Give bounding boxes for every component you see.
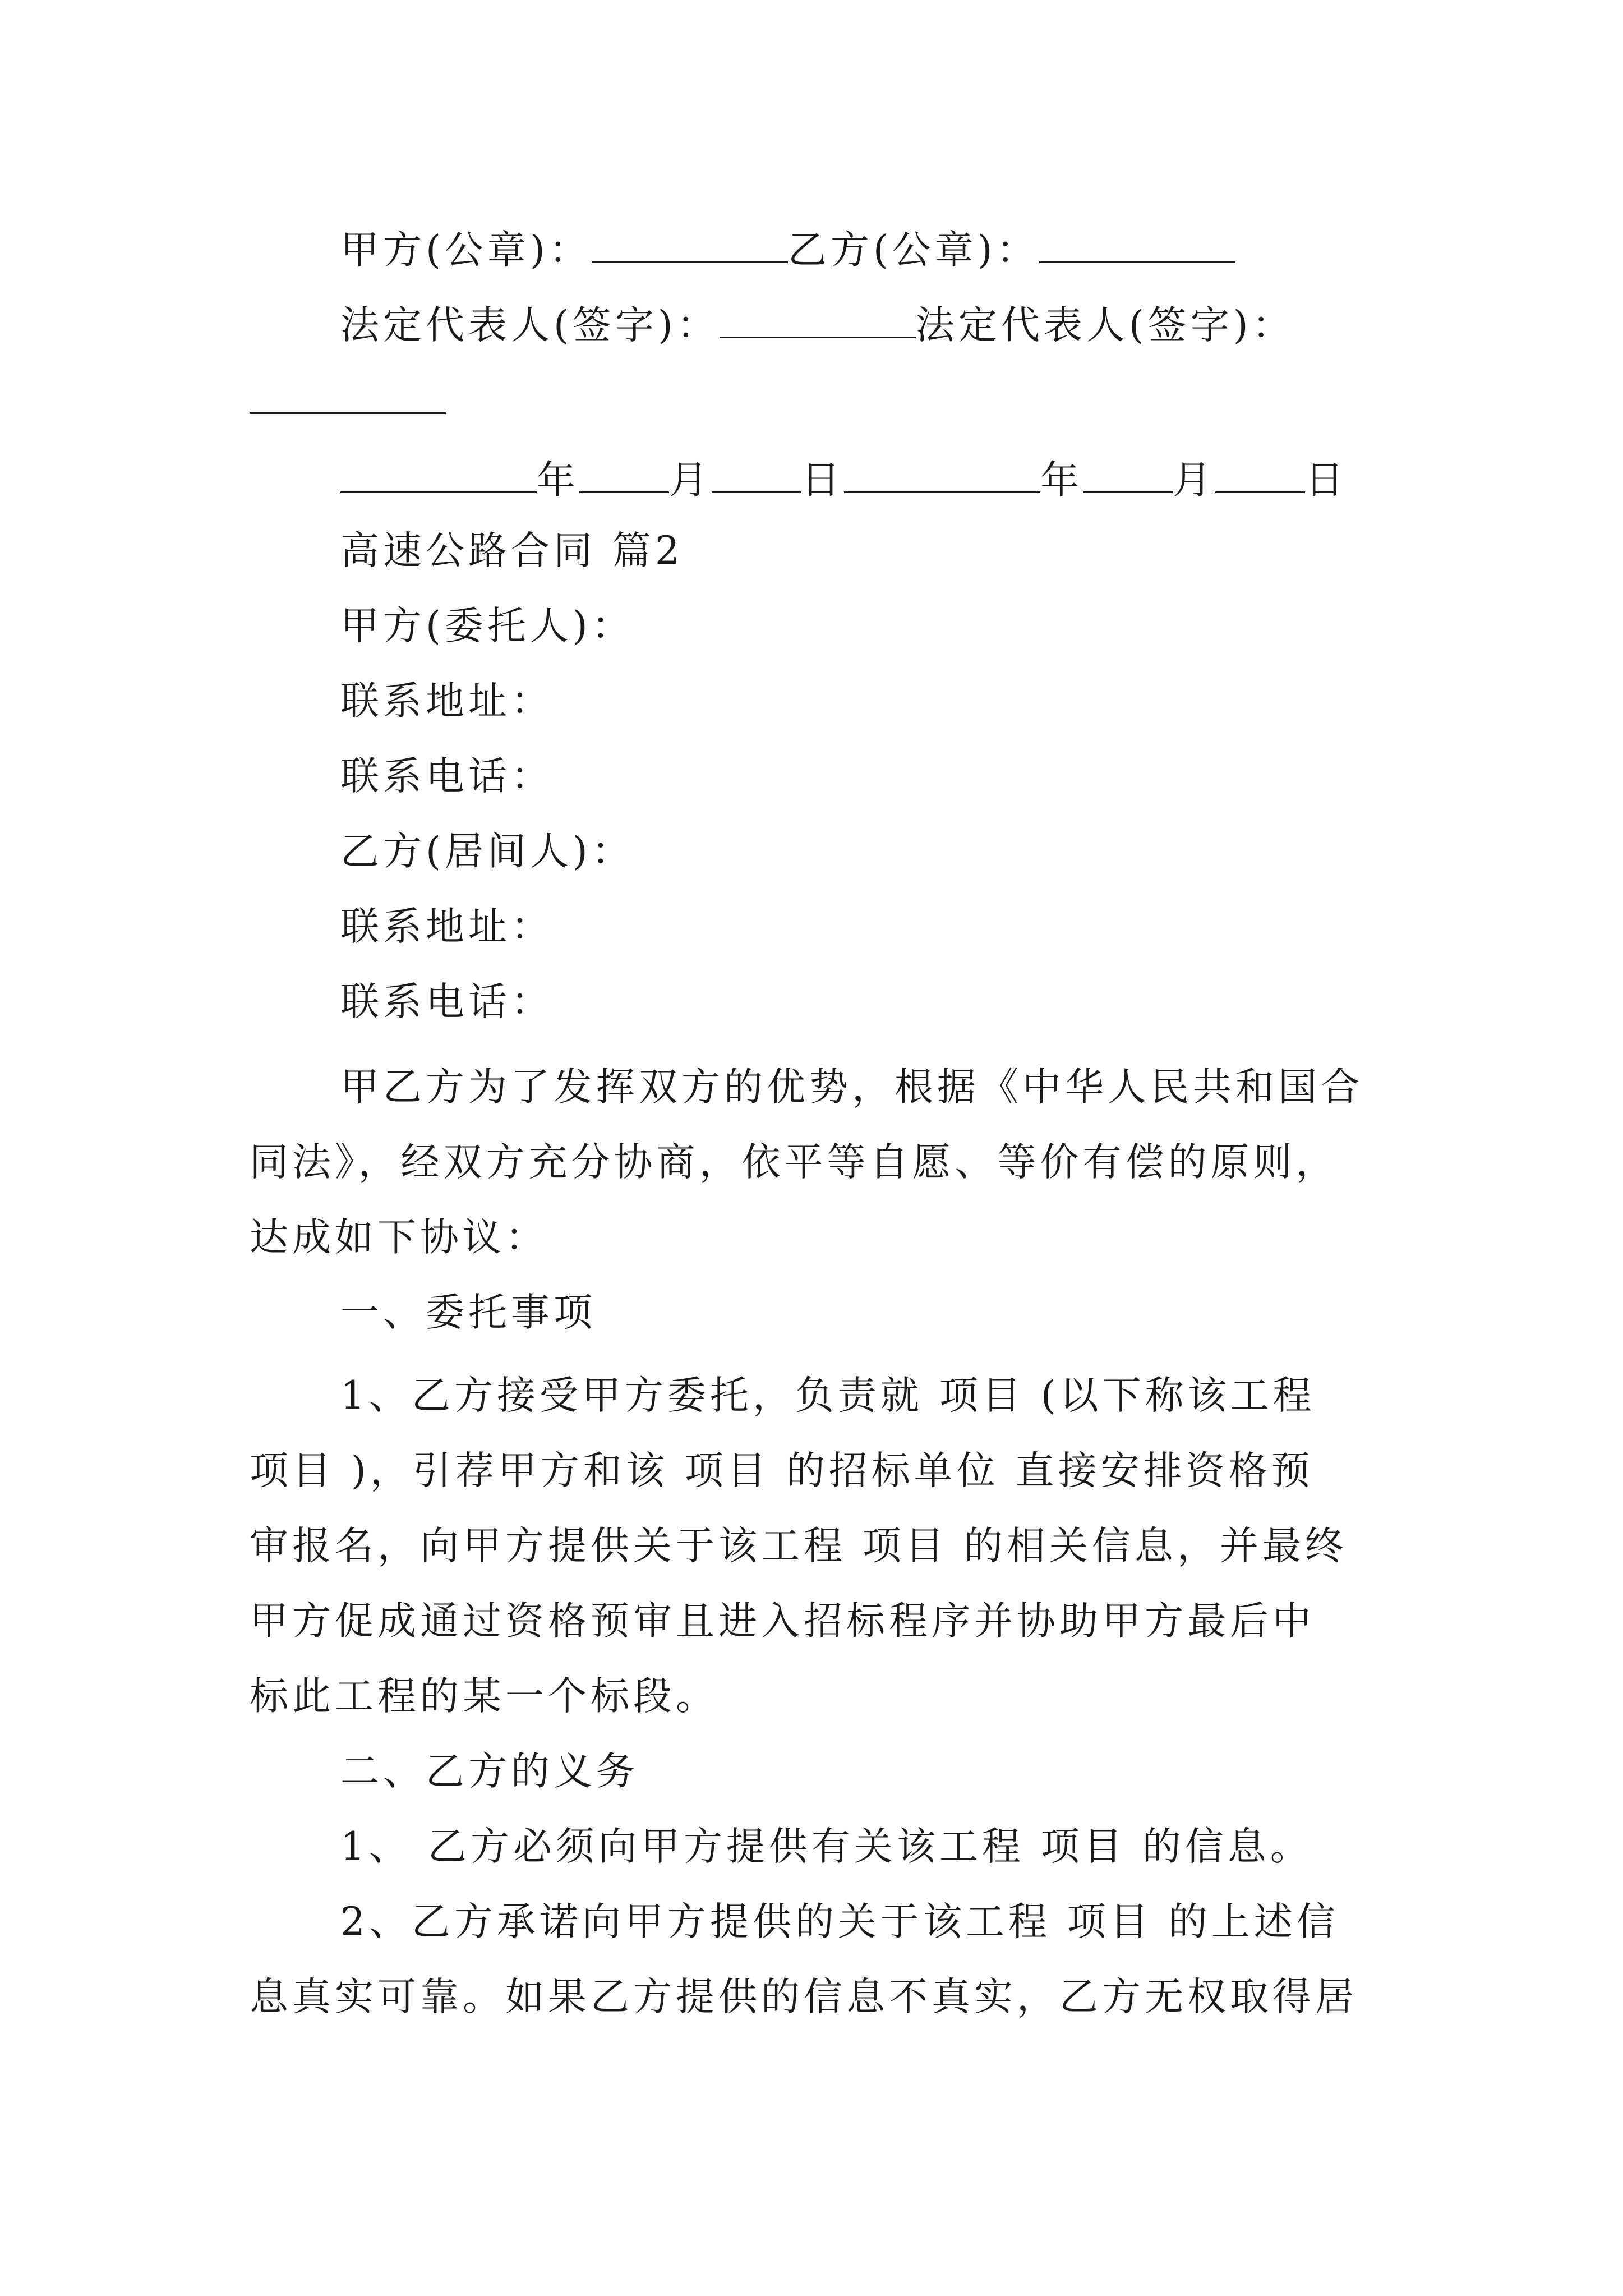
party-a-address: 联系地址：	[340, 679, 554, 724]
day-a-label: 日	[801, 458, 844, 503]
day-a-blank	[712, 448, 801, 493]
day-b-blank	[1215, 448, 1305, 493]
party-b-seal-blank	[1039, 218, 1235, 263]
clause1-heading: 一、委托事项	[340, 1290, 596, 1335]
party-b-seal-label: 乙方(公章)：	[787, 228, 1039, 273]
clause2-item-1: 1、 乙方必须向甲方提供有关该工程 项目 的信息。	[340, 1824, 1313, 1869]
signature-seal-line	[340, 218, 1235, 278]
clause1-line-2: 项目 )，引荐甲方和该 项目 的招标单位 直接安排资格预	[250, 1448, 1314, 1493]
legal-rep-b-label: 法定代表人(签字)：	[915, 303, 1295, 348]
month-a-label: 月	[669, 458, 712, 503]
clause2-item-2-line-2: 息真实可靠。如果乙方提供的信息不真实，乙方无权取得居	[250, 1975, 1358, 2019]
legal-rep-b-blank	[250, 412, 446, 414]
date-a-blank	[340, 448, 537, 493]
party-b-label: 乙方(居间人)：	[340, 829, 634, 874]
section-title: 高速公路合同 篇2	[340, 528, 684, 573]
clause2-item-2-line-1: 2、乙方承诺向甲方提供的关于该工程 项目 的上述信	[340, 1899, 1339, 1944]
date-b-blank	[844, 448, 1040, 493]
clause1-line-4: 甲方促成通过资格预审且进入招标程序并协助甲方最后中	[250, 1599, 1315, 1644]
month-a-blank	[579, 448, 669, 493]
clause1-line-3: 审报名，向甲方提供关于该工程 项目 的相关信息，并最终	[250, 1524, 1348, 1568]
signature-date-line	[340, 448, 1348, 508]
preamble-line-1: 甲乙方为了发挥双方的优势，根据《中华人民共和国合	[340, 1065, 1363, 1110]
party-b-address: 联系地址：	[340, 904, 554, 949]
party-a-label: 甲方(委托人)：	[340, 604, 634, 648]
preamble-line-3: 达成如下协议：	[250, 1215, 548, 1260]
year-b-label: 年	[1040, 458, 1083, 503]
party-a-phone: 联系电话：	[340, 754, 554, 799]
party-a-seal-label: 甲方(公章)：	[340, 228, 592, 273]
clause1-line-1: 1、乙方接受甲方委托，负责就 项目 (以下称该工程	[340, 1373, 1316, 1418]
preamble-line-2: 同法》，经双方充分协商，依平等自愿、等价有偿的原则，	[250, 1140, 1339, 1185]
month-b-label: 月	[1173, 458, 1215, 503]
party-a-seal-blank	[592, 218, 788, 263]
clause1-line-5: 标此工程的某一个标段。	[250, 1674, 718, 1719]
year-a-label: 年	[537, 458, 579, 503]
month-b-blank	[1083, 448, 1173, 493]
legal-rep-a-blank	[720, 293, 916, 338]
clause2-heading: 二、乙方的义务	[340, 1749, 639, 1794]
party-b-phone: 联系电话：	[340, 979, 554, 1024]
day-b-label: 日	[1305, 458, 1348, 503]
legal-rep-a-label: 法定代表人(签字)：	[340, 303, 720, 348]
signature-rep-line	[340, 293, 1295, 353]
